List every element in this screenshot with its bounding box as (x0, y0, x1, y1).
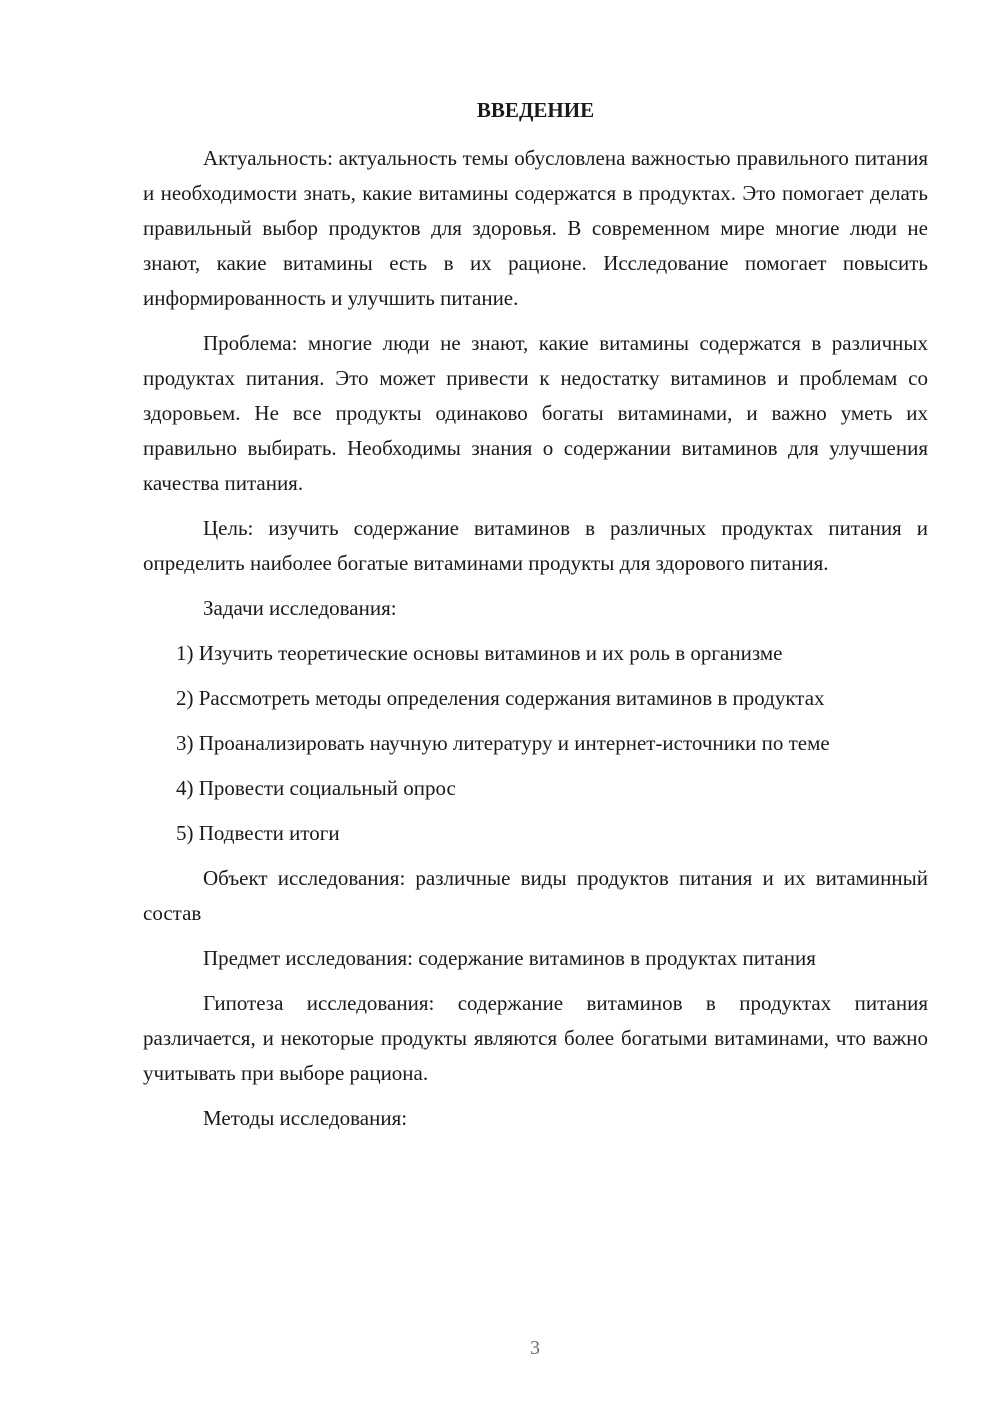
methods-heading: Методы исследования: (203, 1106, 408, 1130)
task-item-3: 3) Проанализировать научную литературу и интернет-источники по теме (176, 731, 830, 755)
tasks-heading: Задачи исследования: (203, 596, 397, 620)
task-item-1: 1) Изучить теоретические основы витаминов и их роль в организме (176, 641, 783, 665)
research-subject-paragraph: Предмет исследования: содержание витаминов в продуктах питания (203, 946, 816, 970)
task-item-2: 2) Рассмотреть методы определения содержания витаминов в продуктах (176, 686, 825, 710)
page-title: ВВЕДЕНИЕ (476, 98, 595, 122)
task-item-4: 4) Провести социальный опрос (176, 776, 456, 800)
relevance-paragraph: Актуальность: актуальность темы обусловлена важностью правильного питания и необходимости знать, какие витамины содержатся в продуктах. Это помогает делать правильный выбор продуктов для здоровья. В современном мире многие люди не знают, какие витамины есть в их рационе. Исследование помогает повысить информированность и улучшить питание. (143, 146, 928, 310)
goal-paragraph: Цель: изучить содержание витаминов в различных продуктах питания и определить наиболее богатые витаминами продукты для здорового питания. (143, 516, 928, 575)
problem-paragraph: Проблема: многие люди не знают, какие витамины содержатся в различных продуктах питания. Это может привести к недостатку витаминов и проблемам со здоровьем. Не все продукты одинаково богаты витаминами, и важно уметь их правильно выбирать. Необходимы знания о содержании витаминов для улучшения качества питания. (143, 331, 928, 495)
research-object-paragraph: Объект исследования: различные виды продуктов питания и их витаминный состав (143, 866, 928, 925)
hypothesis-paragraph: Гипотеза исследования: содержание витаминов в продуктах питания различается, и некоторые продукты являются более богатыми витаминами, что важно учитывать при выборе рациона. (143, 991, 928, 1085)
task-item-5: 5) Подвести итоги (176, 821, 340, 845)
page-content (143, 93, 928, 1146)
page-number: 3 (530, 1337, 540, 1359)
